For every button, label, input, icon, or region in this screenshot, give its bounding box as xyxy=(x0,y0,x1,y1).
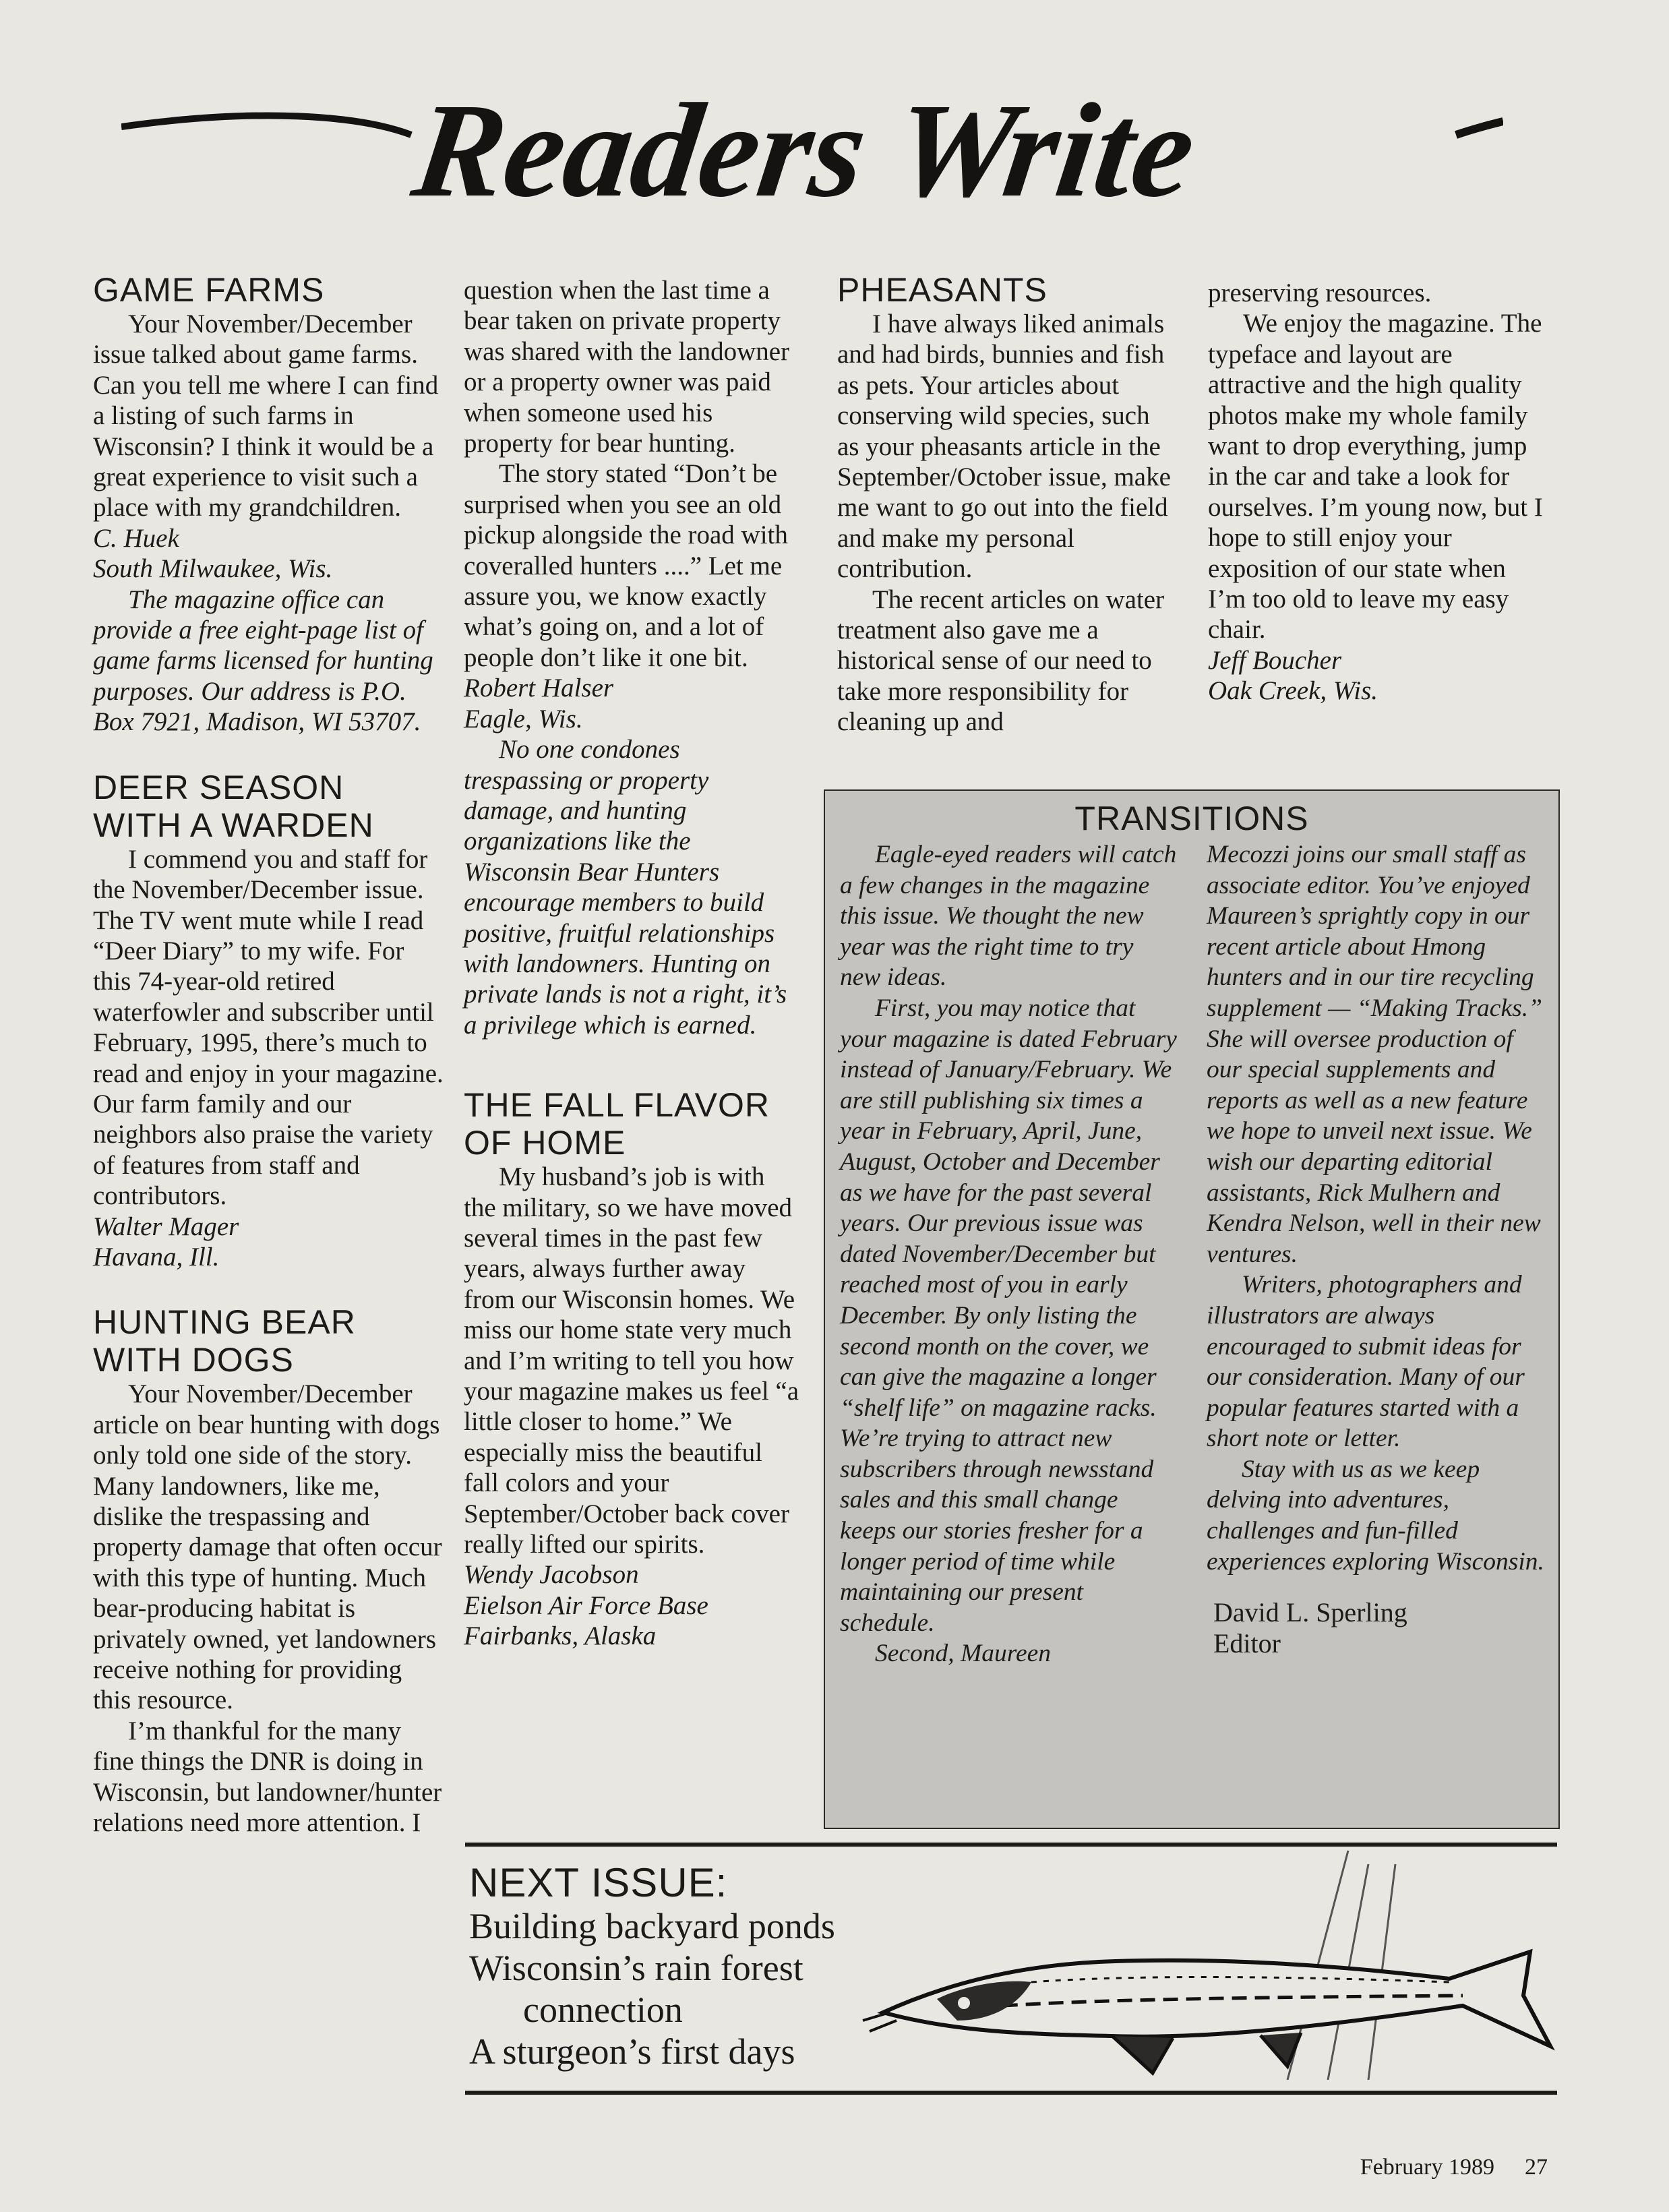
heading-game-farms: GAME FARMS xyxy=(93,271,325,309)
transitions-box xyxy=(824,789,1560,1829)
transitions-column-1 xyxy=(840,839,1177,1669)
author-huek: C. Huek xyxy=(93,523,179,553)
editor-name: David L. Sperling xyxy=(1213,1597,1407,1628)
column-3 xyxy=(837,271,1174,738)
author-boucher: Jeff Boucher xyxy=(1208,645,1342,675)
author-mager: Walter Mager xyxy=(93,1212,239,1241)
transitions-p2: First, you may notice that your magazine is dated February instead of January/February. We are still publishing six times a year in February, April, June, August, October and December as we have for the past several years. Our previous issue was dated November/December but reached most of you in early December. By only listing the second month on the cover, we can give the magazine a longer “shelf life” on magazine racks. We’re trying to attract new subscribers through newsstand sales and this small change keeps our stories fresher for a longer period of time while maintaining our present schedule. xyxy=(840,994,1177,1637)
reply-hunting-bear: No one condones trespassing or property damage, and hunting organizations like the Wisconsin Bear Hunters encourage members to build positive, fruitful relationships with landowners. Hunting on private lands is not a right, it’s a privilege which is earned. xyxy=(464,735,787,1040)
letter-pheasants-p3: preserving resources. xyxy=(1208,278,1432,307)
heading-deer-season-1: DEER SEASON xyxy=(93,768,344,806)
transitions-p4: Mecozzi joins our small staff as associate editor. You’ve enjoyed Maureen’s sprightly copy in our recent article about Hmong hunters and in our tire recycling supplement — “Making Tracks.” She will oversee production of our special supplements and reports as well as a new feature we hope to unveil next issue. We wish our departing editorial assistants, Rick Mulhern and Kendra Nelson, well in their new ventures. xyxy=(1207,841,1542,1268)
transitions-column-2 xyxy=(1207,839,1550,1658)
location-jacobson-2: Fairbanks, Alaska xyxy=(464,1621,657,1651)
location-mager: Havana, Ill. xyxy=(93,1242,220,1272)
location-boucher: Oak Creek, Wis. xyxy=(1208,676,1378,706)
letter-pheasants-p1: I have always liked animals and had birds, bunnies and fish as pets. Your articles about conserving wild species, such as your pheasants article in the September/October issue, make me want to go out into the field and make my personal contribution. xyxy=(837,309,1171,584)
letter-game-farms: Your November/December issue talked about game farms. Can you tell me where I can find a listing of such farms in Wisconsin? I think it would be a great experience to visit such a place with my grandchildren. xyxy=(93,309,439,522)
transitions-p1: Eagle-eyed readers will catch a few changes in the magazine this issue. We thought the new year was the right time to try new ideas. xyxy=(840,841,1177,992)
issue-date: February 1989 xyxy=(1360,2155,1494,2180)
author-halser: Robert Halser xyxy=(464,674,614,703)
editor-title: Editor xyxy=(1213,1627,1281,1658)
heading-fall-flavor-2: OF HOME xyxy=(464,1124,626,1162)
heading-fall-flavor-1: THE FALL FLAVOR xyxy=(464,1086,770,1125)
reply-game-farms: The magazine office can provide a free eight-page list of game farms licensed for hunting purposes. Our address is P.O. Box 7921, Madison, WI 53707. xyxy=(93,585,433,737)
letter-pheasants-p4: We enjoy the magazine. The typeface and layout are attractive and the high quality photos make my whole family want to drop everything, jump in the car and take a look for ourselves. I’m young now, but I hope to still enjoy your exposition of our state when I’m too old to leave my easy chair. xyxy=(1208,309,1543,645)
heading-hunting-bear-2: WITH DOGS xyxy=(93,1341,294,1379)
column-1 xyxy=(93,271,444,1838)
heading-pheasants: PHEASANTS xyxy=(837,271,1048,309)
next-issue-item-2b: connection xyxy=(523,1990,683,2030)
next-issue-item-1: Building backyard ponds xyxy=(469,1906,835,1946)
page-footer xyxy=(1360,2155,1548,2180)
letter-hunting-bear-p3: question when the last time a bear taken on private property was shared with the landowner or a property owner was paid when someone used his property for bear hunting. xyxy=(464,276,790,458)
location-huek: South Milwaukee, Wis. xyxy=(93,554,333,584)
transitions-p5: Writers, photographers and illustrators are always encouraged to submit ideas for our consideration. Many of our popular features started with a short note or letter. xyxy=(1207,1271,1525,1453)
author-jacobson: Wendy Jacobson xyxy=(464,1560,639,1590)
next-issue-bottom-rule xyxy=(465,2091,1557,2095)
letter-pheasants-p2: The recent articles on water treatment also gave me a historical sense of our need to take more responsibility for cleaning up and xyxy=(837,585,1165,737)
letter-fall-flavor: My husband’s job is with the military, so we have moved several times in the past few years, always further away from our Wisconsin homes. We miss our home state very much and I’m writing to tell you how your magazine makes us feel “a little closer to home.” We especially miss the beautiful fall colors and your September/October back cover really lifted our spirits. xyxy=(464,1162,799,1559)
masthead xyxy=(121,94,1503,229)
heading-deer-season-2: WITH A WARDEN xyxy=(93,806,374,844)
sturgeon-illustration xyxy=(856,1844,1557,2080)
location-halser: Eagle, Wis. xyxy=(464,704,583,734)
next-issue-block xyxy=(469,1861,835,2072)
heading-hunting-bear-1: HUNTING BEAR xyxy=(93,1303,356,1342)
letter-hunting-bear-p1: Your November/December article on bear hunting with dogs only told one side of the story. Many landowners, like me, dislike the trespassing and property damage that often occur with this type of hunting. Much bear-producing habitat is privately owned, yet landowners receive nothing for providing this resource. xyxy=(93,1379,442,1715)
next-issue-title: NEXT ISSUE: xyxy=(469,1860,728,1905)
location-jacobson-1: Eielson Air Force Base xyxy=(464,1590,708,1620)
transitions-heading: TRANSITIONS xyxy=(1074,800,1309,837)
letter-deer-season: I commend you and staff for the November/December issue. The TV went mute while I read “Deer Diary” to my wife. For this 74-year-old retired waterfowler and subscriber until February, 1995, there’s much to read and enjoy in your magazine. Our farm family and our neighbors also praise the variety of features from staff and contributors. xyxy=(93,844,444,1211)
masthead-logo xyxy=(121,94,1503,229)
next-issue-item-2a: Wisconsin’s rain forest xyxy=(469,1948,803,1988)
letter-hunting-bear-p2: I’m thankful for the many fine things the DNR is doing in Wisconsin, but landowner/hunter relations need more attention. I xyxy=(93,1716,442,1838)
page-number: 27 xyxy=(1525,2155,1548,2180)
column-2 xyxy=(464,275,801,1652)
masthead-title: Readers Write xyxy=(404,94,1204,225)
column-4 xyxy=(1208,278,1545,707)
letter-hunting-bear-p4: The story stated “Don’t be surprised when you see an old pickup alongside the road with coveralled hunters ....” Let me assure you, we know exactly what’s going on, and a lot of people don’t like it one bit. xyxy=(464,459,788,672)
transitions-p3: Second, Maureen xyxy=(875,1640,1052,1668)
next-issue-item-3: A sturgeon’s first days xyxy=(469,2031,795,2072)
transitions-p6: Stay with us as we keep delving into adventures, challenges and fun-filled experiences exploring Wisconsin. xyxy=(1207,1455,1544,1576)
